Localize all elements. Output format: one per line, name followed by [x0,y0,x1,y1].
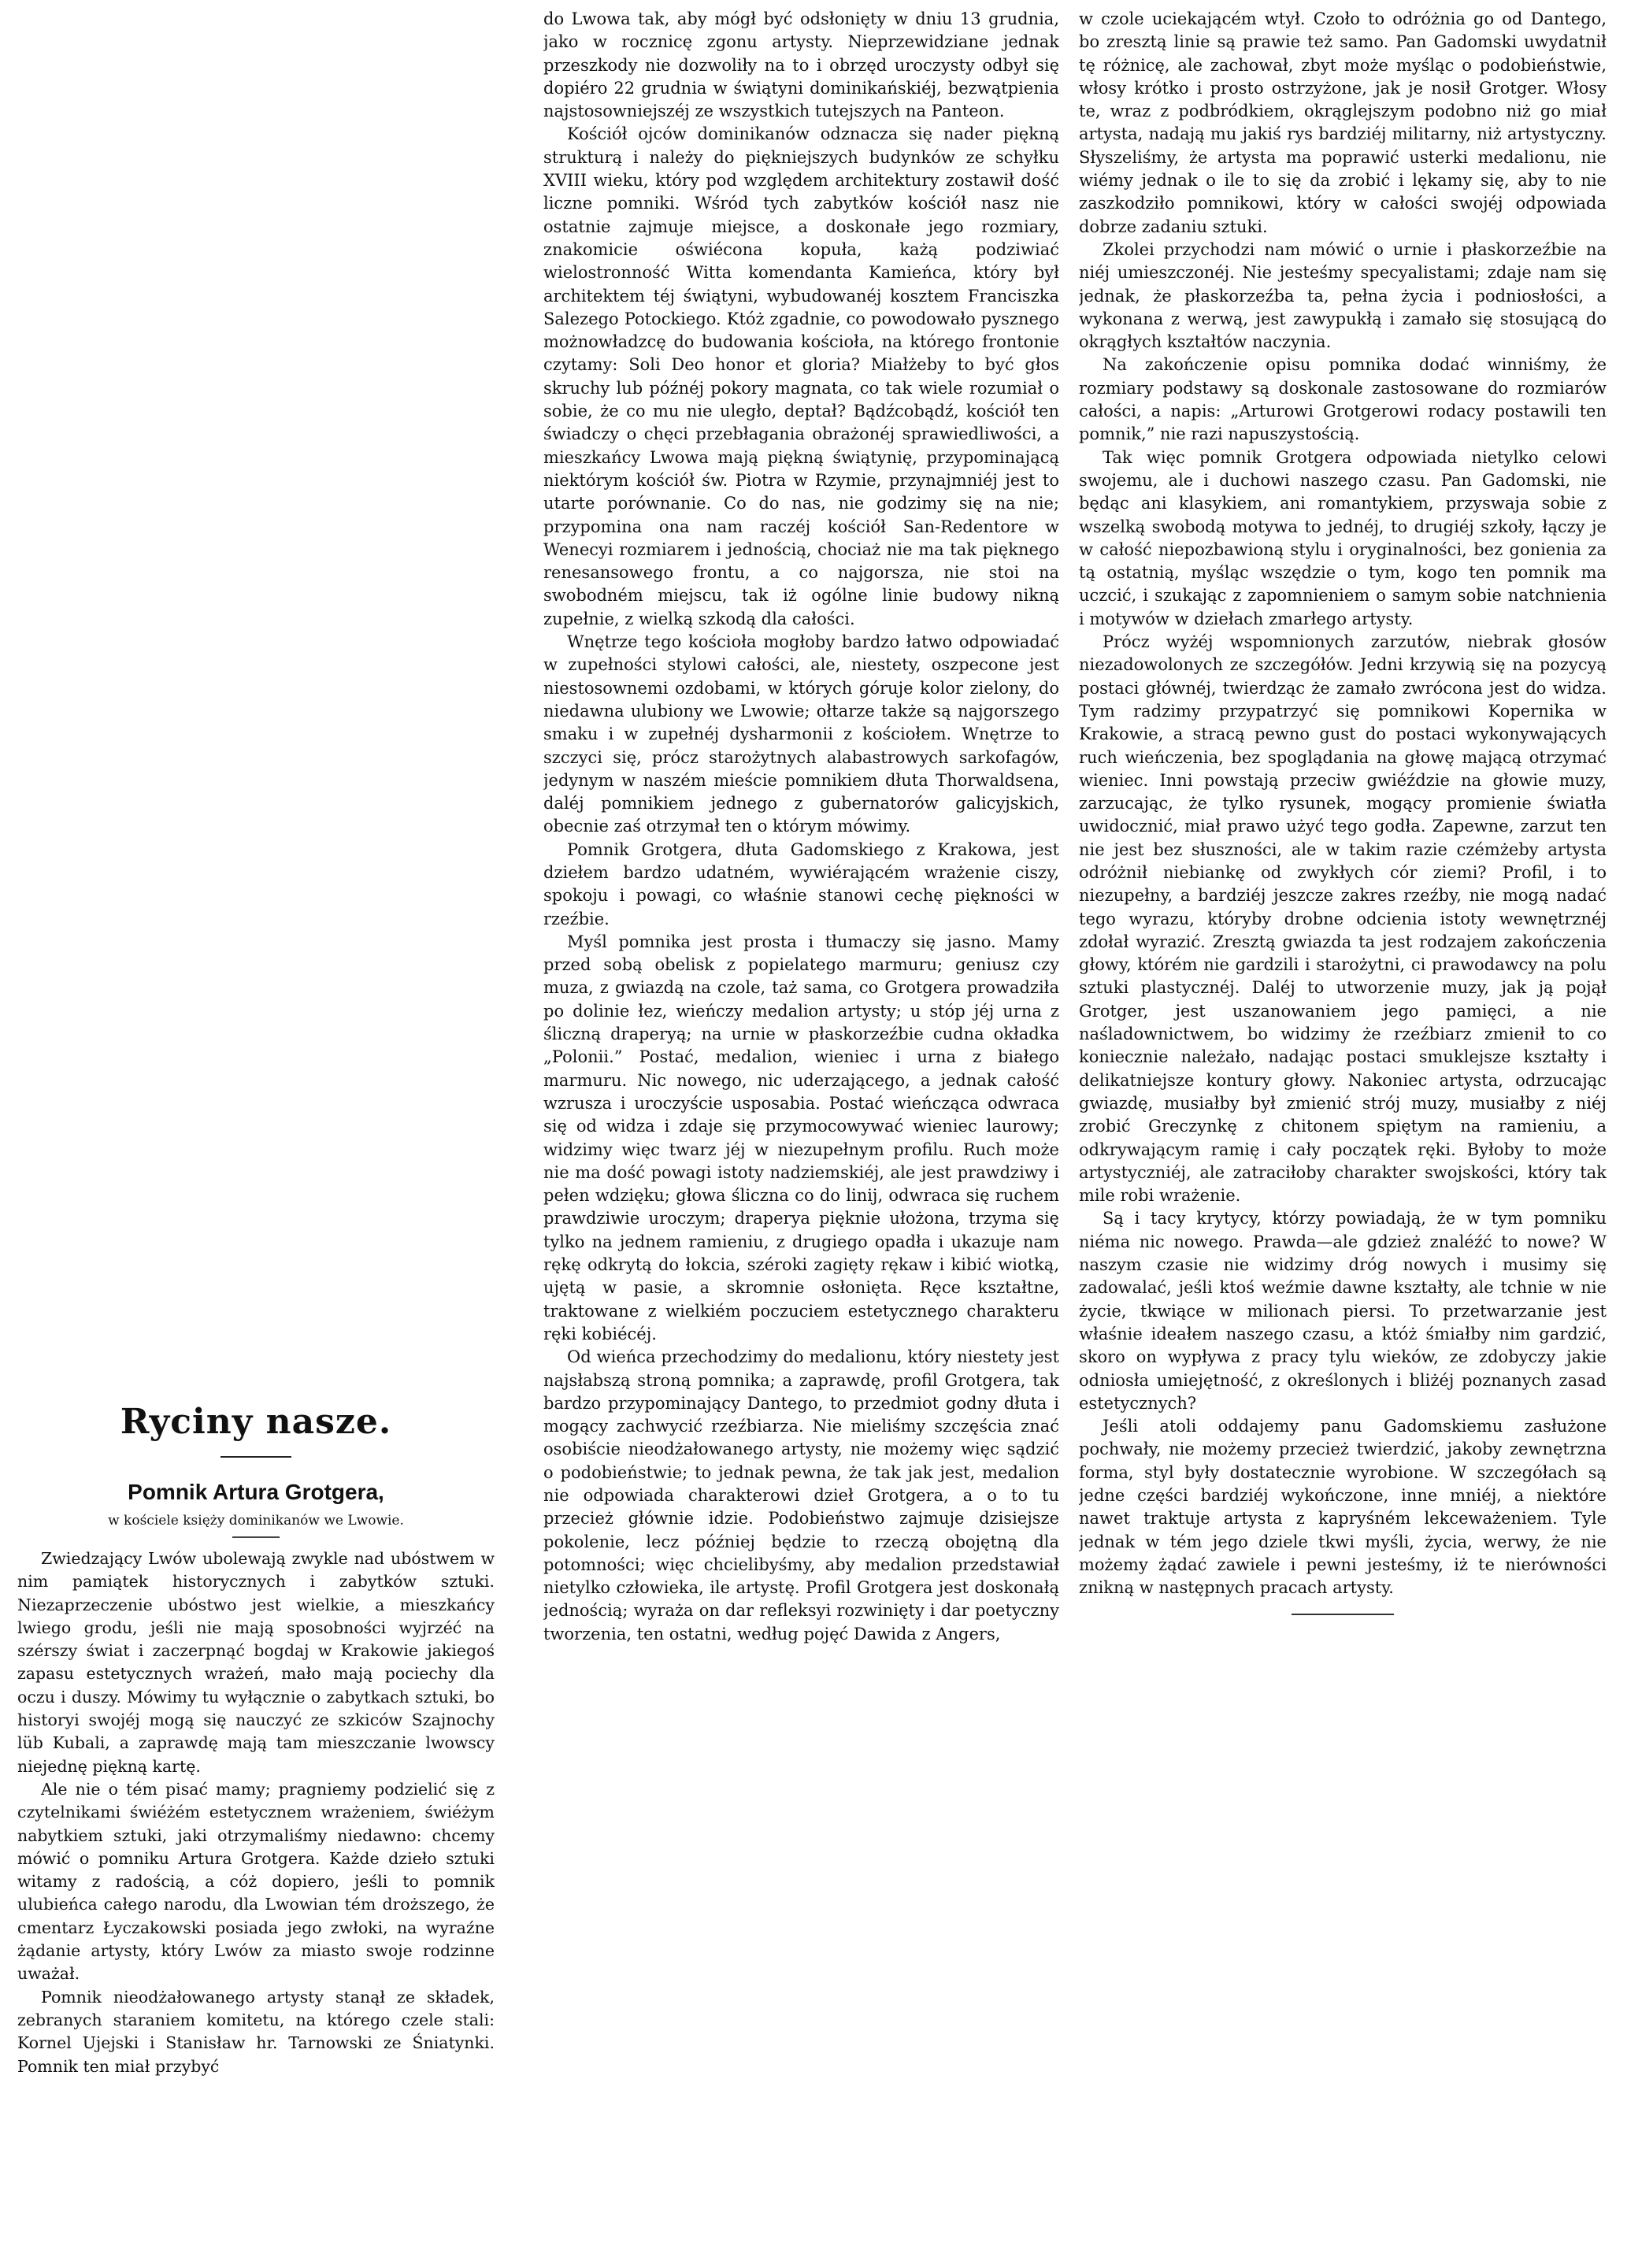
paragraph: Tak więc pomnik Grotgera odpowiada nietylko celowi swojemu, ale i duchowi naszego czasu. Pan Gadomski, nie będąc ani klasykiem, ani romantykiem, przyswaja sobie z wszelką swobodą motywa to jednéj, to drugiéj szkoły, łączy je w całość niepozbawioną stylu i oryginalności, bez gonienia za tą ostatnią, myśląc wszędzie o tym, kogo ten pomnik ma uczcić, i szukając z zapomnieniem o samym sobie natchnienia i motywów w dziełach zmarłego artysty. [1079,447,1607,628]
article-subtitle: w kościele księży dominikanów we Lwowie. [108,1513,404,1529]
paragraph: Są i tacy krytycy, którzy powiadają, że w tym pomniku niéma nic nowego. Prawda—ale gdzież znaléźć to nowe? W naszym czasie nie widzimy dróg nowych i musimy się zadowalać, jeśli ktoś weźmie dawne kształty, ale tchnie w nie życie, tkwiące w milionach piersi. To przetwarzanie jest właśnie ideałem naszego czasu, a któż śmiałby nim gardzić, skoro on wypływa z pracy tylu wieków, ze zdobyczy jakie odniosła umiejętność, z określonych i bliżéj poznanych zasad estetycznych? [1079,1209,1607,1413]
paragraph: Prócz wyżéj wspomnionych zarzutów, niebrak głosów niezadowolonych ze szczegółów. Jedni krzywią się na pozycyą postaci głównéj, twierdząc że zamało zwrócona jest do widza. Tym radzimy przypatrzyć się pomnikowi Kopernika w Krakowie, a stracą pewno gust do postaci wykonywających ruch wieńczenia, bez spoglądania na głowę mającą otrzymać wieniec. Inni powstają przeciw gwiéździe na głowie muzy, zarzucając, że tylko rysunek, mogący promienie światła uwidocznić, miał prawo użyć tego godła. Zapewne, zarzut ten nie jest bez słuszności, ale w takim razie czémżeby artysta odróżnił niebiankę od zwykłych cór ziemi? Profil, i to niezupełny, a bardziéj jeszcze zakres rzeźby, nie mogą nadać tego wyrazu, któryby drobne odcienia istoty wewnętrznéj zdołał wyrazić. Zresztą gwiazda ta jest rodzajem zakończenia głowy, którém nie gardzili i starożytni, ci prawodawcy na polu sztuki plastycznéj. Daléj to utworzenie muzy, jak ją pojął Grotger, jest uszanowaniem jego pamięci, a nie naśladownictwem, bo widzimy że rzeźbiarz zmienił to co koniecznie należało, nadając postaci smuklejsze kształty i delikatniejsze kontury głowy. Nakoniec artysta, odrzucając gwiazdę, musiałby był zmienić strój muzy, musiałby z niéj zrobić Greczynkę z chitonem spiętym na ramieniu, a odkrywającym ramię i cały początek ręki. Byłoby to może artystyczniéj, ale zatraciłoby charakter swojskości, który tak mile robi wrażenie. [1079,632,1607,1206]
paragraph: Kościół ojców dominikanów odznacza się nader piękną strukturą i należy do piękniejszych budynków ze schyłku XVIII wieku, który pod względem architektury zostawił dość liczne pomniki. Wśród tych zabytków kościół nasz nie ostatnie zajmuje miejsce, a doskonałe jego rozmiary, znakomicie oświécona kopuła, każą podziwiać wielostronność Witta komendanta Kamieńca, który był architektem téj świątyni, wybudowanéj kosztem Franciszka Salezego Potockiego. Któż zgadnie, co powodowało pysznego możnowładzcę do budowania kościoła, na którego frontonie czytamy: Soli Deo honor et gloria? Miałżeby to być głos skruchy lub późnéj pokory magnata, co tak wiele rozumiał o sobie, że co mu nie uległo, deptał? Bądźcobądź, kościół ten świadczy o chęci przebłagania obrażonéj sprawiedliwości, a mieszkańcy Lwowa mają piękną świątynię, przypominającą niektórym kościół św. Piotra w Rzymie, przynajmniéj jest to utarte porównanie. Co do nas, nie godzimy się na nie; przypomina ona nam raczéj kościół San-Redentore w Wenecyi rozmiarem i jednością, chociaż nie ma tak pięknego renesansowego frontu, a co najgorsza, nie stoi na swobodném miejscu, tak iż ogólne linie budowy nikną zupełnie, z wielką szkodą dla całości. [543,124,1059,628]
column-2 [543,8,1059,2260]
title-divider [221,1456,291,1458]
paragraph: Pomnik nieodżałowanego artysty stanął ze składek, zebranych staraniem komitetu, na którego czele stali: Kornel Ujejski i Stanisław hr. Tarnowski ze Śniatynki. Pomnik ten miał przybyć [17,1987,495,2076]
paragraph: Ale nie o tém pisać mamy; pragniemy podzielić się z czytelnikami świéżém estetycznem wrażeniem, świéżym nabytkiem sztuki, jaki otrzymaliśmy niedawno: chcemy mówić o pomniku Artura Grotgera. Każde dzieło sztuki witamy z radością, a cóż dopiero, jeśli to pomnik ulubieńca całego narodu, dla Lwowian tém droższego, że cmentarz Łyczakowski posiada jego zwłoki, na wyraźne żądanie artysty, który Lwów za miasto swoje rodzinne uważał. [17,1779,495,1984]
column-3 [1079,8,1607,2260]
illustration-space [17,8,495,1402]
paragraph: Myśl pomnika jest prosta i tłumaczy się jasno. Mamy przed sobą obelisk z popielatego marmuru; geniusz czy muza, z gwiazdą na czole, taż sama, co Grotgera prowadziła po dolinie łez, wieńczy medalion artysty; u stóp jéj urna z śliczną draperyą; na urnie w płaskorzeźbie cudna okładka „Polonii.” Postać, medalion, wieniec i urna z białego marmuru. Nic nowego, nic uderzającego, a jednak całość wzrusza i uroczyście usposabia. Postać wieńcząca odwraca się od widza i zdaje się przymocowywać wieniec laurowy; widzimy więc twarz jéj w niezupełnym profilu. Ruch może nie ma dość powagi istoty nadziemskiéj, ale jest prawdziwy i pełen wdzięku; głowa śliczna co do linij, odwraca się ruchem prawdziwie uroczym; draperya pięknie ułożona, trzyma się tylko na jednem ramieniu, z drugiego opadła i ukazuje nam rękę odkrytą do łokcia, széroki zagięty rękaw i kibić wiotką, ujętą w pasie, a skromnie osłonięta. Ręce kształtne, traktowane z wielkiém poczuciem estetycznego charakteru ręki kobiécéj. [543,932,1059,1343]
article-title: Pomnik Artura Grotgera, [128,1480,384,1504]
paragraph: Zwiedzający Lwów ubolewają zwykle nad ubóstwem w nim pamiątek historycznych i zabytków sztuki. Niezaprzeczenie ubóstwo jest wielkie, a mieszkańcy lwiego grodu, jeśli nie mają sposobności wyjrzéć na szérszy świat i zaczerpnąć bogdaj w Krakowie jakiegoś zapasu estetycznych wrażeń, mało mają pociechy dla oczu i duszy. Mówimy tu wyłącznie o zabytkach sztuki, bo historyi swojéj mogą się nauczyć ze szkiców Szajnochy lüb Kubali, a zaprawdę mają tam mieszczanie lwowscy niejednę piękną kartę. [17,1549,495,1776]
paragraph: w czole uciekającém wtył. Czoło to odróżnia go od Dantego, bo zresztą linie są prawie też samo. Pan Gadomski uwydatnił tę różnicę, ale zachował, zbyt może myśląc o podobieństwie, włosy krótko i prosto ostrzyżone, jak je nosił Grotger. Włosy te, wraz z podbródkiem, okrąglejszym podobno niż go miał artysta, nadają mu jakiś rys bardziéj militarny, niż artystyczny. Słyszeliśmy, że artysta ma poprawić usterki medalionu, nie wiémy jednak o ile to się da zrobić i lękamy się, aby to nie zaszkodziło pomnikowi, który w całości swojéj odpowiada dobrze zadaniu sztuki. [1079,9,1607,236]
end-divider [1292,1614,1394,1615]
paragraph: Wnętrze tego kościoła mogłoby bardzo łatwo odpowiadać w zupełności stylowi całości, ale, niestety, oszpecone jest niestosownemi ozdobami, w których góruje kolor zielony, do niedawna ulubiony we Lwowie; ołtarze także są najgorszego smaku i w zupełnéj dysharmonii z kościołem. Wnętrze to szczyci się, prócz starożytnych alabastrowych sarkofagów, jedynym w naszém mieście pomnikiem dłuta Thorwaldsena, daléj pomnikiem jednego z gubernatorów galicyjskich, obecnie zaś otrzymał ten o którym mówimy. [543,632,1059,836]
paragraph: Jeśli atoli oddajemy panu Gadomskiemu zasłużone pochwały, nie możemy przecież twierdzić, jakoby zewnętrzna forma, styl były dostatecznie wyrobione. W szczegółach są jedne części bardziéj wykończone, inne mniéj, a niektóre nawet traktuje artysta z kapryśném lekceważeniem. Tyle jednak w tém jego dziele tkwi myśli, życia, werwy, że nie możemy żądać zawiele i pewni jesteśmy, iż te nierówności znikną w następnych pracach artysty. [1079,1417,1607,1598]
section-title: Ryciny nasze. [120,1402,392,1442]
subtitle-divider [232,1536,280,1538]
paragraph: Na zakończenie opisu pomnika dodać winniśmy, że rozmiary podstawy są doskonale zastosowane do rozmiarów całości, a napis: „Arturowi Grotgerowi rodacy postawili ten pomnik,” nie razi napuszystością. [1079,355,1607,444]
paragraph: Pomnik Grotgera, dłuta Gadomskiego z Krakowa, jest dziełem bardzo udatném, wywiérającém wrażenie ciszy, spokoju i powagi, co właśnie stanowi cechę piękności w rzeźbie. [543,839,1059,928]
paragraph: do Lwowa tak, aby mógł być odsłonięty w dniu 13 grudnia, jako w rocznicę zgonu artysty. Nieprzewidziane jednak przeszkody nie dozwoliły na to i obrzęd uroczysty odbył się dopiéro 22 grudnia w świątyni dominikańskiéj, bezwątpienia najstosowniejszéj ze wszystkich tutejszych na Panteon. [543,9,1059,121]
column-1 [17,8,495,2260]
paragraph: Od wieńca przechodzimy do medalionu, który niestety jest najsłabszą stroną pomnika; a zaprawdę, profil Grotgera, tak bardzo przypominający Dantego, to przedmiot godny dłuta i mogący zachwycić rzeźbiarza. Nie mieliśmy szczęścia znać osobiście nieodżałowanego artysty, nie możemy więc sądzić o podobieństwie; to jednak pewna, że tak jak jest, medalion nie odpowiada charakterowi dzieł Grotgera, a o to tu przecież głównie idzie. Podobieństwo zajmuje dzisiejsze pokolenie, lecz później będzie to rzeczą obojętną dla potomności; więc chcielibyśmy, aby medalion przedstawiał nietylko człowieka, ile artystę. Profil Grotgera jest doskonałą jednością; wyraża on dar refleksyi rozwinięty i dar poetyczny tworzenia, ten ostatni, według pojęć Dawida z Angers, [543,1347,1059,1644]
paragraph: Zkolei przychodzi nam mówić o urnie i płaskorzeźbie na niéj umieszczonéj. Nie jesteśmy specyalistami; zdaje nam się jednak, że płaskorzeźba ta, pełna życia i podniosłości, a wykonana z werwą, jest zawypukłą i zamało się stosującą do okrągłych kształtów naczynia. [1079,239,1607,352]
